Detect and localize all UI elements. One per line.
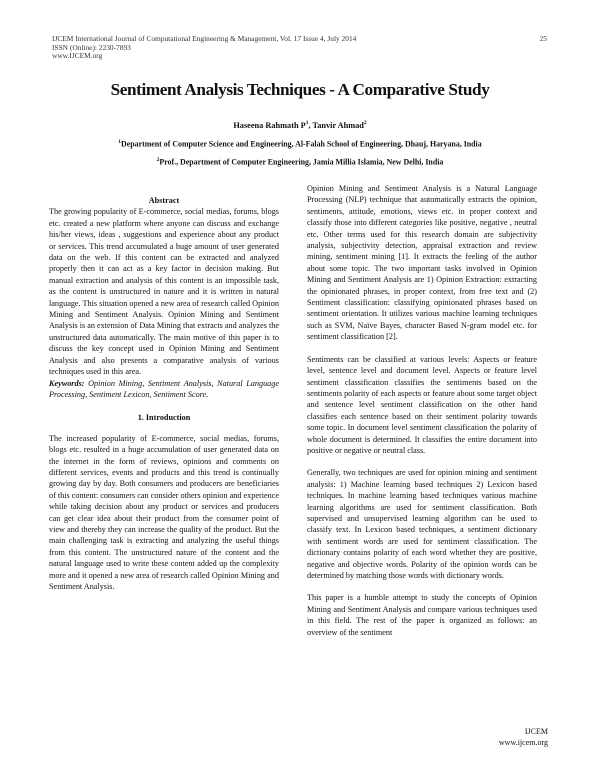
page-number: 25 xyxy=(539,34,547,43)
running-header xyxy=(52,35,547,61)
keywords-label: Keywords: xyxy=(49,378,85,388)
footer-url[interactable]: www.ijcem.org xyxy=(498,738,548,747)
right-paragraph-3: Generally, two techniques are used for opinion mining and sentiment analysis: 1) Machine learning based techniques 2) Lexicon based techniques. In machine learning based techniques various machine learning algorithms are used for sentiment classification. Both supervised and unsupervised learning algorithm can be used to classify text. In Lexicon based techniques, a sentiment dictionary with sentiment words are used for sentiment classification. The dictionary contains polarity of each word whether they are positive, negative and objective words. Polarity of the opinion words can be determined by matching those words with dictionary words. xyxy=(307,468,537,580)
paper-title: Sentiment Analysis Techniques - A Comparative Study xyxy=(110,80,490,99)
author-2: Tanvir Ahmad xyxy=(312,120,364,130)
author-line xyxy=(0,120,600,130)
right-paragraph-1: Opinion Mining and Sentiment Analysis is a Natural Language Processing (NLP) technique that automatically extracts the opinion, sentiments, attitude, emotions, views etc. in proper context and classify those into different categories like positive, negative , neutral etc. Other terms used for this research domain are subjectivity analysis, subjectivity detection, appraisal extraction and review mining, sentiment mining [1]. It extracts the feeling of the author about some topic. The two important tasks involved in Opinion Mining and Sentiment Analysis are 1) Opinion Extraction: extracting the opinionated phrases, in proper context, from free text and (2) Sentiment classification: classifying opinionated phrases based on sentiment orientation. It utilizes various machine learning techniques such as SVM, Naïve Bayes, character Based N-gram model etc. for sentiment classification [2]. xyxy=(307,184,537,342)
issn-line: ISSN (Online): 2230-7893 xyxy=(52,42,131,52)
affiliation-2 xyxy=(0,157,600,167)
abstract-text: The growing popularity of E-commerce, social medias, forums, blogs etc. created a new platform where anyone can discuss and exchange his/her views, ideas , suggestions and experience about any product or services. This trend accumulated a huge amount of user generated data on the web. If this content can be extracted and analyzed properly then it can act as a key factor in decision making. But manual extraction and analysis of this content is an impossible task, as the content is unstructured in nature and it is written in natural language. This situation opened a new area of research called Opinion Mining and Sentiment Analysis. Opinion Mining and Sentiment Analysis is an extension of Data Mining that extracts and analyzes the unstructured data automatically. The main motive of this paper is to discuss the key concept used in Opinion Mining and Sentiment Analysis and also presents a comparative analysis of various techniques used in this area. xyxy=(49,207,279,377)
keywords xyxy=(49,378,279,401)
affiliation-1 xyxy=(0,139,600,149)
affiliation-1-text: Department of Computer Science and Engineering, Al-Falah School of Engineering, Dhauj, Haryana, India xyxy=(121,139,482,149)
journal-line: IJCEM International Journal of Computational Engineering & Management, Vol. 17 Issue 4, July 2014 xyxy=(52,34,357,43)
author-1-sup: 1 xyxy=(305,120,309,126)
affiliation-2-text: Prof., Department of Computer Engineering, Jamia Millia Islamia, New Delhi, India xyxy=(159,157,444,167)
keywords-text: Opinion Mining, Sentiment Analysis, Natural Language Processing, Sentiment Lexicon, Sentiment Score. xyxy=(49,378,279,399)
right-paragraph-2: Sentiments can be classified at various levels: Aspects or feature level, sentence level and document level. Aspects or feature level sentiment classification classifies the sentiments based on the sentiments polarity of each aspects or feature about some target object and sentence level sentiment classification on the other hand classifies each sentence based on their sentiment polarity towards some topic. In document level sentiment classification the polarity of whole document is determined. It classifies the entire document into positive or negative or neutral class. xyxy=(307,354,537,455)
right-column xyxy=(307,183,537,638)
right-paragraph-4: This paper is a humble attempt to study the concepts of Opinion Mining and Sentiment Analysis and compare various techniques used in this field. The rest of the paper is organized as follows: an overview of the sentiment xyxy=(307,593,537,637)
footer-journal: IJCEM xyxy=(524,727,548,736)
intro-heading: 1. Introduction xyxy=(137,413,191,423)
abstract-heading: Abstract xyxy=(148,196,180,205)
footer xyxy=(499,726,548,748)
affiliation-1-sup: 1 xyxy=(118,139,122,145)
author-2-sup: 2 xyxy=(363,120,367,126)
affiliation-2-sup: 2 xyxy=(156,157,160,163)
left-column xyxy=(49,195,279,592)
intro-text: The increased popularity of E-commerce, social medias, forums, blogs etc. resulted in a huge accumulation of user generated data on the internet in the form of reviews, opinions and comments on different services, events and products and this trend is continually growing day by day. Both consumers and producers are beneficiaries of this content: consumers can consider others opinion and experience while taking decision about any product or services and producers can get clear idea about their product from the consumer point of view and thereby they can increase the quality of the product. But the main challenging task is extracting and analyzing the useful things from this content. The unstructured nature of the content and the natural language used to write these content added up the complexity more and it opened a new area of research called Opinion Mining and Sentiment Analysis. xyxy=(49,433,279,591)
author-1: Haseena Rahmath P xyxy=(233,120,306,130)
website-line[interactable]: www.IJCEM.org xyxy=(52,51,103,61)
author-separator: , xyxy=(308,120,313,130)
